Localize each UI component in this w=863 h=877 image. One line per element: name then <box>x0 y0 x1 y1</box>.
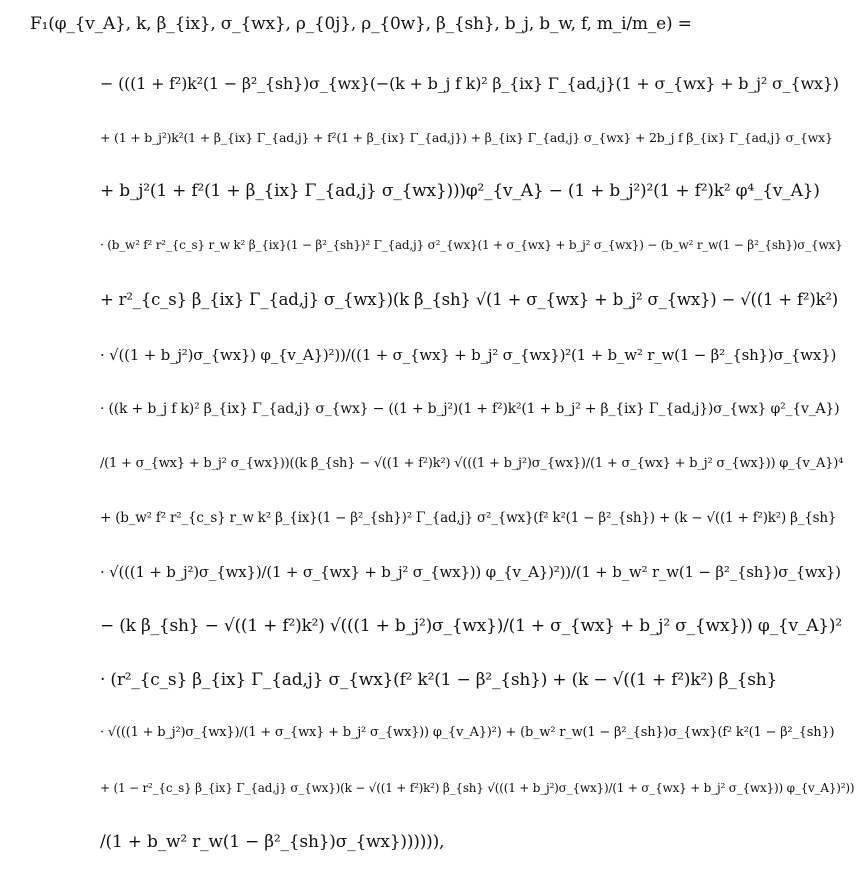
equation-line-13: · (r²_{c_s} β_{ix} Γ_{ad,j} σ_{wx}(f² k²(1 − β²_{sh}) + (k − √((1 + f²)k²) β_{sh} <box>100 670 778 690</box>
equation-line-9: /(1 + σ_{wx} + b_j² σ_{wx}))((k β_{sh} − √((1 + f²)k²) √(((1 + b_j²)σ_{wx})/(1 + σ_{wx} + b_j² σ_{wx})) φ_{v_A})⁴ <box>100 456 844 471</box>
equation-line-8: · ((k + b_j f k)² β_{ix} Γ_{ad,j} σ_{wx} − ((1 + b_j²)(1 + f²)k²(1 + b_j² + β_{ix} Γ_{ad,j})σ_{wx} φ²_{v_A}) <box>100 401 840 417</box>
equation-line-6: + r²_{c_s} β_{ix} Γ_{ad,j} σ_{wx})(k β_{sh} √(1 + σ_{wx} + b_j² σ_{wx}) − √((1 + f²)k²) <box>100 290 839 309</box>
equation-line-7: · √((1 + b_j²)σ_{wx}) φ_{v_A})²))/((1 + σ_{wx} + b_j² σ_{wx})²(1 + b_w² r_w(1 − β²_{sh})σ_{wx}) <box>100 346 837 364</box>
equation-line-4: + b_j²(1 + f²(1 + β_{ix} Γ_{ad,j} σ_{wx})))φ²_{v_A} − (1 + b_j²)²(1 + f²)k² φ⁴_{v_A}) <box>100 181 820 201</box>
equation-line-14: · √(((1 + b_j²)σ_{wx})/(1 + σ_{wx} + b_j² σ_{wx})) φ_{v_A})²) + (b_w² r_w(1 − β²_{sh})σ_{wx}(f² k²(1 − β²_{sh}) <box>100 725 835 740</box>
equation-line-2: − (((1 + f²)k²(1 − β²_{sh})σ_{wx}(−(k + b_j f k)² β_{ix} Γ_{ad,j}(1 + σ_{wx} + b_j² σ_{wx}) <box>100 74 839 93</box>
equation-line-16: /(1 + b_w² r_w(1 − β²_{sh})σ_{wx})))))), <box>100 832 445 852</box>
equation-line-12: − (k β_{sh} − √((1 + f²)k²) √(((1 + b_j²)σ_{wx})/(1 + σ_{wx} + b_j² σ_{wx})) φ_{v_A})² <box>100 616 842 636</box>
equation-line-3: + (1 + b_j²)k²(1 + β_{ix} Γ_{ad,j} + f²(1 + β_{ix} Γ_{ad,j}) + β_{ix} Γ_{ad,j} σ_{wx} + 2b_j f β_{ix} Γ_{ad,j} σ_{wx} <box>100 130 833 145</box>
equation-line-5: · (b_w² f² r²_{c_s} r_w k² β_{ix}(1 − β²_{sh})² Γ_{ad,j} σ²_{wx}(1 + σ_{wx} + b_j² σ_{wx}) − (b_w² r_w(1 − β²_{sh})σ_{wx} <box>100 238 843 252</box>
equation-line-15: + (1 − r²_{c_s} β_{ix} Γ_{ad,j} σ_{wx})(k − √((1 + f²)k²) β_{sh} √(((1 + b_j²)σ_{wx})/(1 + σ_{wx} + b_j² σ_{wx})) φ_{v_A})²)) <box>100 781 855 795</box>
equation-line-1: F₁(φ_{v_A}, k, β_{ix}, σ_{wx}, ρ_{0j}, ρ_{0w}, β_{sh}, b_j, b_w, f, m_i/m_e) = <box>30 14 692 34</box>
equation-line-10: + (b_w² f² r²_{c_s} r_w k² β_{ix}(1 − β²_{sh})² Γ_{ad,j} σ²_{wx}(f² k²(1 − β²_{sh}) + (k − √((1 + f²)k²) β_{sh} <box>100 510 837 526</box>
equation-line-11: · √(((1 + b_j²)σ_{wx})/(1 + σ_{wx} + b_j² σ_{wx})) φ_{v_A})²))/(1 + b_w² r_w(1 − β²_{sh})σ_{wx}) <box>100 563 841 581</box>
